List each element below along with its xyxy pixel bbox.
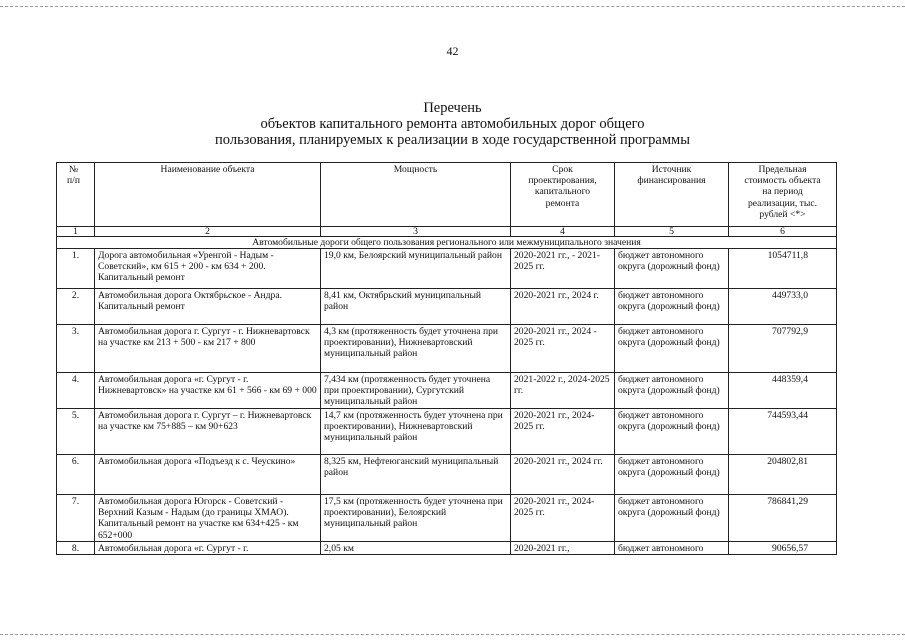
row-number: 2. [57, 289, 95, 325]
capacity: 14,7 км (протяженность будет уточнена при проектировании), Нижневартовский муниципальный район [321, 409, 511, 455]
column-number: 6 [729, 227, 837, 237]
funding-source: бюджет автономного округа (дорожный фонд) [615, 495, 729, 542]
row-number: 1. [57, 249, 95, 289]
max-cost: 90656,57 [729, 541, 837, 554]
funding-source: бюджет автономного округа (дорожный фонд) [615, 249, 729, 289]
header-name: Наименование объекта [95, 163, 321, 227]
column-number: 2 [95, 227, 321, 237]
column-number: 4 [511, 227, 615, 237]
table-row [57, 289, 837, 325]
table-header-row [57, 163, 837, 227]
funding-source: бюджет автономного округа (дорожный фонд) [615, 325, 729, 373]
object-name: Автомобильная дорога «Подъезд к с. Чеускино» [95, 455, 321, 495]
title-line-1: Перечень [423, 100, 482, 116]
table-body [57, 163, 837, 555]
term: 2020-2021 гг., [511, 541, 615, 554]
object-name: Автомобильная дорога «г. Сургут - г. Нижневартовск» на участке км 61 + 566 - км 69 + 000 [95, 373, 321, 409]
capacity: 8,41 км, Октябрьский муниципальный район [321, 289, 511, 325]
capacity: 7,434 км (протяженность будет уточнена при проектировании), Сургутский муниципальный район [321, 373, 511, 409]
funding-source: бюджет автономного округа (дорожный фонд) [615, 409, 729, 455]
table-row [57, 325, 837, 373]
max-cost: 786841,29 [729, 495, 837, 542]
object-name: Дорога автомобильная «Уренгой - Надым - Советский», км 615 + 200 - км 634 + 200. Капитальный ремонт [95, 249, 321, 289]
term: 2021-2022 г., 2024-2025 гг. [511, 373, 615, 409]
column-number: 3 [321, 227, 511, 237]
object-name: Автомобильная дорога г. Сургут – г. Нижневартовск на участке км 75+885 – км 90+623 [95, 409, 321, 455]
page-number: 42 [446, 44, 459, 58]
capacity: 4,3 км (протяженность будет уточнена при проектировании), Нижневартовский муниципальный район [321, 325, 511, 373]
capacity: 8,325 км, Нефтеюганский муниципальный район [321, 455, 511, 495]
table-row [57, 541, 837, 554]
term: 2020-2021 гг., 2024 гг. [511, 455, 615, 495]
table-row [57, 249, 837, 289]
title-line-3: пользования, планируемых к реализации в ходе государственной программы [215, 132, 690, 148]
row-number: 6. [57, 455, 95, 495]
term: 2020-2021 гг., 2024-2025 гг. [511, 495, 615, 542]
row-number: 8. [57, 541, 95, 554]
table-row [57, 455, 837, 495]
term: 2020-2021 гг., 2024 - 2025 гг. [511, 325, 615, 373]
objects-table [56, 162, 837, 555]
term: 2020-2021 гг., 2024-2025 гг. [511, 409, 615, 455]
title-line-2: объектов капитального ремонта автомобильных дорог общего [260, 116, 645, 132]
column-number: 1 [57, 227, 95, 237]
header-capacity: Мощность [321, 163, 511, 227]
funding-source: бюджет автономного [615, 541, 729, 554]
scan-edge-bottom [0, 634, 905, 635]
section-title: Автомобильные дороги общего пользования регионального или межмуниципального значения [57, 237, 837, 249]
header-term: Срок проектирования, капитального ремонта [511, 163, 615, 227]
row-number: 5. [57, 409, 95, 455]
max-cost: 204802,81 [729, 455, 837, 495]
header-source: Источник финансирования [615, 163, 729, 227]
object-name: Автомобильная дорога «г. Сургут - г. [95, 541, 321, 554]
max-cost: 707792,9 [729, 325, 837, 373]
table-row [57, 373, 837, 409]
object-name: Автомобильная дорога Октябрьское - Андра. Капитальный ремонт [95, 289, 321, 325]
header-cost: Предельная стоимость объекта на период реализации, тыс. рублей <*> [729, 163, 837, 227]
funding-source: бюджет автономного округа (дорожный фонд) [615, 289, 729, 325]
max-cost: 448359,4 [729, 373, 837, 409]
scan-edge-top [0, 6, 905, 7]
row-number: 4. [57, 373, 95, 409]
capacity: 17,5 км (протяженность будет уточнена при проектировании), Белоярский муниципальный район [321, 495, 511, 542]
term: 2020-2021 гг., - 2021-2025 гг. [511, 249, 615, 289]
column-number-row [57, 227, 837, 237]
document-title [0, 100, 905, 148]
max-cost: 744593,44 [729, 409, 837, 455]
row-number: 7. [57, 495, 95, 542]
funding-source: бюджет автономного округа (дорожный фонд) [615, 373, 729, 409]
header-num: № п/п [57, 163, 95, 227]
column-number: 5 [615, 227, 729, 237]
funding-source: бюджет автономного округа (дорожный фонд) [615, 455, 729, 495]
max-cost: 449733,0 [729, 289, 837, 325]
capacity: 19,0 км, Белоярский муниципальный район [321, 249, 511, 289]
section-row [57, 237, 837, 249]
table-row [57, 409, 837, 455]
row-number: 3. [57, 325, 95, 373]
object-name: Автомобильная дорога Югорск - Советский - Верхний Казым - Надым (до границы ХМАО). Капитальный ремонт на участке км 634+425 - км 652+000 [95, 495, 321, 542]
object-name: Автомобильная дорога г. Сургут - г. Нижневартовск на участке км 213 + 500 - км 217 + 800 [95, 325, 321, 373]
max-cost: 1054711,8 [729, 249, 837, 289]
term: 2020-2021 гг., 2024 г. [511, 289, 615, 325]
capacity: 2,05 км [321, 541, 511, 554]
table-row [57, 495, 837, 542]
